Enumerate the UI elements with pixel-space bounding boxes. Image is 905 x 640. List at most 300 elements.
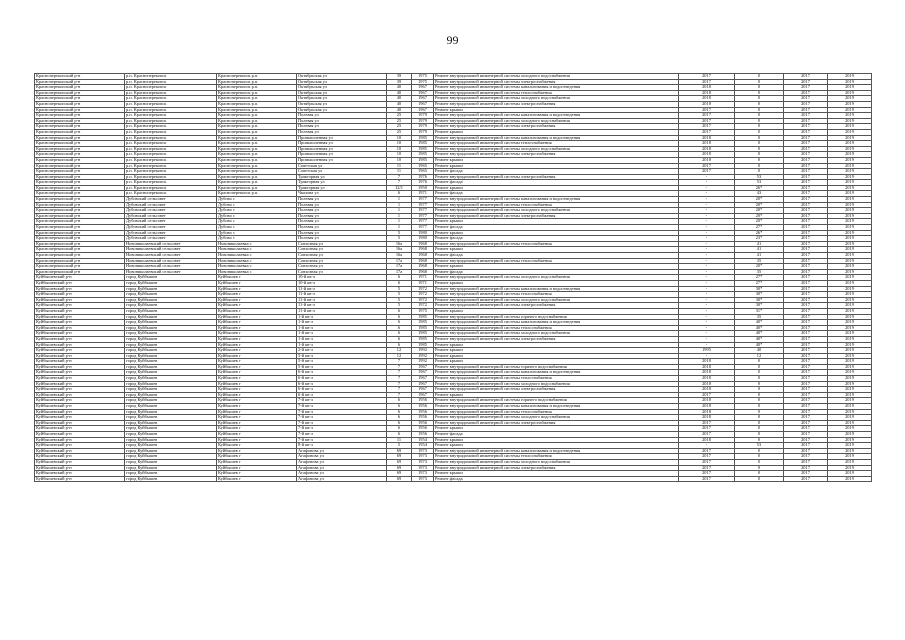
last-repair-year-cell: 2017 xyxy=(679,169,735,175)
municipality-cell: Новониколаевский сельсовет xyxy=(125,247,217,253)
settlement-cell: Куйбышев г xyxy=(217,459,297,465)
settlement-cell: Новониколаевка с xyxy=(217,264,297,270)
street-cell: Октябрьская ул xyxy=(297,96,387,102)
build-year-cell: 1992 xyxy=(412,359,434,365)
house-number-cell: 69 xyxy=(387,448,412,454)
wear-cell: 0 xyxy=(735,359,784,365)
start-year-cell: 2017 xyxy=(784,420,828,426)
street-cell: Октябрьская ул xyxy=(297,90,387,96)
last-repair-year-cell: - xyxy=(679,241,735,247)
work-type-cell: Ремонт внутридомовой инженерной системы канализования и водоотведения xyxy=(434,135,679,141)
end-year-cell: 2019 xyxy=(828,135,872,141)
street-cell: 7-й кв-л xyxy=(297,420,387,426)
build-year-cell: 1985 xyxy=(412,331,434,337)
district-cell: Красноперекопский р-н xyxy=(35,191,125,197)
house-number-cell: 6 xyxy=(387,420,412,426)
end-year-cell: 2019 xyxy=(828,174,872,180)
wear-cell: 0 xyxy=(735,471,784,477)
district-cell: Куйбышевский р-н xyxy=(35,280,125,286)
last-repair-year-cell: - xyxy=(679,180,735,186)
wear-cell: 30* xyxy=(735,286,784,292)
wear-cell: 27* xyxy=(735,280,784,286)
district-cell: Куйбышевский р-н xyxy=(35,404,125,410)
end-year-cell: 2019 xyxy=(828,437,872,443)
settlement-cell: Куйбышев г xyxy=(217,381,297,387)
district-cell: Куйбышевский р-н xyxy=(35,415,125,421)
municipality-cell: город Куйбышев xyxy=(125,297,217,303)
street-cell: 6-й кв-л xyxy=(297,387,387,393)
start-year-cell: 2017 xyxy=(784,74,828,80)
end-year-cell: 2019 xyxy=(828,197,872,203)
house-number-cell: 25 xyxy=(387,129,412,135)
wear-cell: 40* xyxy=(735,336,784,342)
last-repair-year-cell: 2018 xyxy=(679,404,735,410)
build-year-cell: 1968 xyxy=(412,247,434,253)
work-type-cell: Ремонт фасада xyxy=(434,236,679,242)
district-cell: Куйбышевский р-н xyxy=(35,437,125,443)
last-repair-year-cell: 2018 xyxy=(679,398,735,404)
settlement-cell: Красноперекопск р.п. xyxy=(217,191,297,197)
last-repair-year-cell: 2018 xyxy=(679,415,735,421)
wear-cell: 40* xyxy=(735,325,784,331)
settlement-cell: Красноперекопск р.п. xyxy=(217,124,297,130)
wear-cell: 27* xyxy=(735,275,784,281)
house-number-cell: 40 xyxy=(387,107,412,113)
start-year-cell: 2017 xyxy=(784,191,828,197)
last-repair-year-cell: - xyxy=(679,258,735,264)
wear-cell: 20* xyxy=(735,264,784,270)
house-number-cell: 5 xyxy=(387,230,412,236)
start-year-cell: 2017 xyxy=(784,241,828,247)
district-cell: Красноперекопский р-н xyxy=(35,219,125,225)
start-year-cell: 2017 xyxy=(784,297,828,303)
house-number-cell: 16а xyxy=(387,241,412,247)
house-number-cell: 7 xyxy=(387,370,412,376)
wear-cell: 0 xyxy=(735,141,784,147)
start-year-cell: 2017 xyxy=(784,180,828,186)
build-year-cell: 1971 xyxy=(412,280,434,286)
work-type-cell: Ремонт внутридомовой инженерной системы электроснабжения xyxy=(434,174,679,180)
last-repair-year-cell: - xyxy=(679,336,735,342)
build-year-cell: 1954 xyxy=(412,437,434,443)
work-type-cell: Ремонт крыши xyxy=(434,342,679,348)
municipality-cell: город Куйбышев xyxy=(125,381,217,387)
settlement-cell: Куйбышев г xyxy=(217,325,297,331)
start-year-cell: 2017 xyxy=(784,448,828,454)
street-cell: Агафонова ул xyxy=(297,454,387,460)
house-number-cell: 7 xyxy=(387,392,412,398)
last-repair-year-cell: 2018 xyxy=(679,370,735,376)
end-year-cell: 2019 xyxy=(828,163,872,169)
work-type-cell: Ремонт внутридомовой инженерной системы холодного водоснабжения xyxy=(434,459,679,465)
district-cell: Красноперекопский р-н xyxy=(35,213,125,219)
wear-cell: 0 xyxy=(735,426,784,432)
wear-cell: 0 xyxy=(735,398,784,404)
settlement-cell: Красноперекопск р.п. xyxy=(217,146,297,152)
wear-cell: 41 xyxy=(735,253,784,259)
district-cell: Куйбышевский р-н xyxy=(35,342,125,348)
municipality-cell: город Куйбышев xyxy=(125,398,217,404)
street-cell: 6-й кв-л xyxy=(297,370,387,376)
last-repair-year-cell: - xyxy=(679,280,735,286)
settlement-cell: Красноперекопск р.п. xyxy=(217,141,297,147)
house-number-cell: 7 xyxy=(387,359,412,365)
build-year-cell: 1980 xyxy=(412,230,434,236)
settlement-cell: Куйбышев г xyxy=(217,465,297,471)
work-type-cell: Ремонт фасада xyxy=(434,191,679,197)
street-cell: Полевая ул xyxy=(297,129,387,135)
district-cell: Красноперекопский р-н xyxy=(35,253,125,259)
start-year-cell: 2017 xyxy=(784,331,828,337)
wear-cell: 40 xyxy=(735,348,784,354)
work-type-cell: Ремонт внутридомовой инженерной системы горячего водоснабжения xyxy=(434,398,679,404)
settlement-cell: Куйбышев г xyxy=(217,314,297,320)
settlement-cell: Куйбышев г xyxy=(217,437,297,443)
last-repair-year-cell: 2018 xyxy=(679,364,735,370)
street-cell: Октябрьская ул xyxy=(297,74,387,80)
work-type-cell: Ремонт внутридомовой инженерной системы холодного водоснабжения xyxy=(434,74,679,80)
start-year-cell: 2017 xyxy=(784,465,828,471)
settlement-cell: Куйбышев г xyxy=(217,286,297,292)
build-year-cell: 1956 xyxy=(412,426,434,432)
settlement-cell: Куйбышев г xyxy=(217,432,297,438)
build-year-cell: 1968 xyxy=(412,269,434,275)
last-repair-year-cell: 2017 xyxy=(679,79,735,85)
street-cell: Чкалова ул xyxy=(297,191,387,197)
district-cell: Красноперекопский р-н xyxy=(35,197,125,203)
start-year-cell: 2017 xyxy=(784,387,828,393)
last-repair-year-cell: - xyxy=(679,230,735,236)
district-cell: Куйбышевский р-н xyxy=(35,476,125,482)
build-year-cell: 1956 xyxy=(412,420,434,426)
end-year-cell: 2019 xyxy=(828,303,872,309)
wear-cell: 0 xyxy=(735,364,784,370)
work-type-cell: Ремонт крыши xyxy=(434,437,679,443)
house-number-cell: 5 xyxy=(387,303,412,309)
house-number-cell: 10 xyxy=(387,141,412,147)
settlement-cell: Куйбышев г xyxy=(217,320,297,326)
last-repair-year-cell: - xyxy=(679,325,735,331)
street-cell: Октябрьская ул xyxy=(297,79,387,85)
end-year-cell: 2019 xyxy=(828,432,872,438)
build-year-cell: 1973 xyxy=(412,448,434,454)
wear-cell: 35 xyxy=(735,314,784,320)
wear-cell: 31* xyxy=(735,308,784,314)
municipality-cell: р.п. Красноперекопск xyxy=(125,118,217,124)
start-year-cell: 2017 xyxy=(784,342,828,348)
house-number-cell: 10 xyxy=(387,146,412,152)
end-year-cell: 2019 xyxy=(828,113,872,119)
settlement-cell: Красноперекопск р.п. xyxy=(217,180,297,186)
end-year-cell: 2019 xyxy=(828,141,872,147)
end-year-cell: 2019 xyxy=(828,225,872,231)
street-cell: 7-й кв-л xyxy=(297,404,387,410)
street-cell: Тракторная ул xyxy=(297,174,387,180)
end-year-cell: 2019 xyxy=(828,381,872,387)
house-number-cell: 12 xyxy=(387,348,412,354)
street-cell: Полевая ул xyxy=(297,213,387,219)
house-number-cell: 17а xyxy=(387,264,412,270)
end-year-cell: 2019 xyxy=(828,230,872,236)
build-year-cell: 1985 xyxy=(412,314,434,320)
municipality-cell: город Куйбышев xyxy=(125,471,217,477)
wear-cell: 0 xyxy=(735,381,784,387)
last-repair-year-cell: 2017 xyxy=(679,420,735,426)
district-cell: Куйбышевский р-н xyxy=(35,471,125,477)
street-cell: 6-й кв-л xyxy=(297,392,387,398)
municipality-cell: р.п. Красноперекопск xyxy=(125,129,217,135)
start-year-cell: 2017 xyxy=(784,314,828,320)
street-cell: Советская ул xyxy=(297,163,387,169)
work-type-cell: Ремонт крыши xyxy=(434,471,679,477)
end-year-cell: 2019 xyxy=(828,208,872,214)
municipality-cell: город Куйбышев xyxy=(125,342,217,348)
house-number-cell: 5 xyxy=(387,292,412,298)
last-repair-year-cell: 2018 xyxy=(679,96,735,102)
house-number-cell: 69 xyxy=(387,459,412,465)
start-year-cell: 2017 xyxy=(784,118,828,124)
work-type-cell: Ремонт внутридомовой инженерной системы холодного водоснабжения xyxy=(434,275,679,281)
end-year-cell: 2019 xyxy=(828,275,872,281)
work-type-cell: Ремонт внутридомовой инженерной системы канализования и водоотведения xyxy=(434,85,679,91)
end-year-cell: 2019 xyxy=(828,185,872,191)
work-type-cell: Ремонт внутридомовой инженерной системы электроснабжения xyxy=(434,152,679,158)
start-year-cell: 2017 xyxy=(784,286,828,292)
work-type-cell: Ремонт внутридомовой инженерной системы холодного водоснабжения xyxy=(434,415,679,421)
wear-cell: 0 xyxy=(735,157,784,163)
settlement-cell: Куйбышев г xyxy=(217,297,297,303)
work-type-cell: Ремонт внутридомовой инженерной системы электроснабжения xyxy=(434,336,679,342)
wear-cell: 0 xyxy=(735,124,784,130)
work-type-cell: Ремонт внутридомовой инженерной системы электроснабжения xyxy=(434,465,679,471)
work-type-cell: Ремонт внутридомовой инженерной системы канализования и водоотведения xyxy=(434,286,679,292)
house-number-cell: 17а xyxy=(387,269,412,275)
house-number-cell: 25 xyxy=(387,124,412,130)
last-repair-year-cell: - xyxy=(679,308,735,314)
district-cell: Куйбышевский р-н xyxy=(35,392,125,398)
end-year-cell: 2019 xyxy=(828,364,872,370)
build-year-cell: 1956 xyxy=(412,409,434,415)
house-number-cell: 69 xyxy=(387,471,412,477)
end-year-cell: 2019 xyxy=(828,370,872,376)
street-cell: Полевая ул xyxy=(297,225,387,231)
street-cell: Совхозная ул xyxy=(297,258,387,264)
build-year-cell: 1979 xyxy=(412,118,434,124)
street-cell: 1-й кв-л xyxy=(297,314,387,320)
settlement-cell: Куйбышев г xyxy=(217,471,297,477)
wear-cell: 0 xyxy=(735,169,784,175)
district-cell: Красноперекопский р-н xyxy=(35,129,125,135)
build-year-cell: 1975 xyxy=(412,308,434,314)
district-cell: Красноперекопский р-н xyxy=(35,107,125,113)
settlement-cell: Дубово с xyxy=(217,225,297,231)
district-cell: Красноперекопский р-н xyxy=(35,79,125,85)
build-year-cell: 1965 xyxy=(412,169,434,175)
last-repair-year-cell: 2017 xyxy=(679,129,735,135)
municipality-cell: город Куйбышев xyxy=(125,437,217,443)
wear-cell: 30* xyxy=(735,303,784,309)
house-number-cell: 1 xyxy=(387,213,412,219)
street-cell: 1-й кв-л xyxy=(297,325,387,331)
district-cell: Куйбышевский р-н xyxy=(35,286,125,292)
municipality-cell: город Куйбышев xyxy=(125,443,217,449)
settlement-cell: Дубово с xyxy=(217,219,297,225)
start-year-cell: 2017 xyxy=(784,353,828,359)
district-cell: Красноперекопский р-н xyxy=(35,90,125,96)
build-year-cell: 1985 xyxy=(412,325,434,331)
end-year-cell: 2019 xyxy=(828,415,872,421)
work-type-cell: Ремонт внутридомовой инженерной системы электроснабжения xyxy=(434,303,679,309)
build-year-cell: 1977 xyxy=(412,197,434,203)
start-year-cell: 2017 xyxy=(784,258,828,264)
build-year-cell: 1968 xyxy=(412,253,434,259)
work-type-cell: Ремонт внутридомовой инженерной системы горячего водоснабжения xyxy=(434,314,679,320)
settlement-cell: Куйбышев г xyxy=(217,476,297,482)
start-year-cell: 2017 xyxy=(784,376,828,382)
end-year-cell: 2019 xyxy=(828,202,872,208)
municipality-cell: Новониколаевский сельсовет xyxy=(125,264,217,270)
district-cell: Красноперекопский р-н xyxy=(35,146,125,152)
end-year-cell: 2019 xyxy=(828,353,872,359)
build-year-cell: 1971 xyxy=(412,275,434,281)
build-year-cell: 1973 xyxy=(412,465,434,471)
last-repair-year-cell: - xyxy=(679,197,735,203)
district-cell: Куйбышевский р-н xyxy=(35,325,125,331)
municipality-cell: Дубовский сельсовет xyxy=(125,225,217,231)
last-repair-year-cell: 2018 xyxy=(679,101,735,107)
end-year-cell: 2019 xyxy=(828,118,872,124)
municipality-cell: город Куйбышев xyxy=(125,353,217,359)
street-cell: Промышленная ул xyxy=(297,146,387,152)
build-year-cell: 1977 xyxy=(412,208,434,214)
last-repair-year-cell: 2018 xyxy=(679,157,735,163)
work-type-cell: Ремонт фасада xyxy=(434,432,679,438)
last-repair-year-cell: - xyxy=(679,225,735,231)
house-number-cell: 5 xyxy=(387,297,412,303)
settlement-cell: Красноперекопск р.п. xyxy=(217,113,297,119)
street-cell: 8-й кв-л xyxy=(297,443,387,449)
start-year-cell: 2017 xyxy=(784,280,828,286)
work-type-cell: Ремонт крыши xyxy=(434,163,679,169)
settlement-cell: Куйбышев г xyxy=(217,392,297,398)
settlement-cell: Дубово с xyxy=(217,208,297,214)
build-year-cell: 1972 xyxy=(412,286,434,292)
last-repair-year-cell: 1995 xyxy=(679,348,735,354)
last-repair-year-cell: 2017 xyxy=(679,448,735,454)
build-year-cell: 1976 xyxy=(412,180,434,186)
municipality-cell: р.п. Красноперекопск xyxy=(125,124,217,130)
last-repair-year-cell: 2017 xyxy=(679,113,735,119)
start-year-cell: 2017 xyxy=(784,415,828,421)
start-year-cell: 2017 xyxy=(784,169,828,175)
build-year-cell: 1972 xyxy=(412,297,434,303)
wear-cell: 35 xyxy=(735,269,784,275)
settlement-cell: Красноперекопск р.п. xyxy=(217,169,297,175)
district-cell: Куйбышевский р-н xyxy=(35,387,125,393)
build-year-cell: 1973 xyxy=(412,471,434,477)
build-year-cell: 1985 xyxy=(412,320,434,326)
start-year-cell: 2017 xyxy=(784,381,828,387)
start-year-cell: 2017 xyxy=(784,471,828,477)
house-number-cell: 39 xyxy=(387,74,412,80)
last-repair-year-cell: - xyxy=(679,297,735,303)
settlement-cell: Куйбышев г xyxy=(217,420,297,426)
build-year-cell: 1975 xyxy=(412,74,434,80)
last-repair-year-cell: 2017 xyxy=(679,459,735,465)
end-year-cell: 2019 xyxy=(828,247,872,253)
house-number-cell: 17а xyxy=(387,258,412,264)
start-year-cell: 2017 xyxy=(784,141,828,147)
build-year-cell: 1967 xyxy=(412,392,434,398)
wear-cell: 0 xyxy=(735,387,784,393)
district-cell: Красноперекопский р-н xyxy=(35,169,125,175)
build-year-cell: 1967 xyxy=(412,107,434,113)
municipality-cell: р.п. Красноперекопск xyxy=(125,180,217,186)
district-cell: Куйбышевский р-н xyxy=(35,432,125,438)
municipality-cell: Дубовский сельсовет xyxy=(125,202,217,208)
street-cell: 1-й кв-л xyxy=(297,320,387,326)
repair-program-table xyxy=(34,73,872,482)
wear-cell: 35 xyxy=(735,258,784,264)
district-cell: Куйбышевский р-н xyxy=(35,398,125,404)
build-year-cell: 1976 xyxy=(412,174,434,180)
work-type-cell: Ремонт внутридомовой инженерной системы холодного водоснабжения xyxy=(434,118,679,124)
end-year-cell: 2019 xyxy=(828,264,872,270)
start-year-cell: 2017 xyxy=(784,107,828,113)
district-cell: Красноперекопский р-н xyxy=(35,264,125,270)
build-year-cell: 1956 xyxy=(412,432,434,438)
settlement-cell: Куйбышев г xyxy=(217,454,297,460)
wear-cell: 23* xyxy=(735,236,784,242)
wear-cell: 0 xyxy=(735,146,784,152)
end-year-cell: 2019 xyxy=(828,280,872,286)
district-cell: Куйбышевский р-н xyxy=(35,426,125,432)
work-type-cell: Ремонт крыши xyxy=(434,157,679,163)
start-year-cell: 2017 xyxy=(784,85,828,91)
last-repair-year-cell: 2018 xyxy=(679,376,735,382)
house-number-cell: 6 xyxy=(387,308,412,314)
end-year-cell: 2019 xyxy=(828,90,872,96)
build-year-cell: 1973 xyxy=(412,476,434,482)
wear-cell: 40* xyxy=(735,342,784,348)
build-year-cell: 1968 xyxy=(412,241,434,247)
end-year-cell: 2019 xyxy=(828,292,872,298)
municipality-cell: город Куйбышев xyxy=(125,409,217,415)
last-repair-year-cell: 2018 xyxy=(679,437,735,443)
settlement-cell: Куйбышев г xyxy=(217,303,297,309)
house-number-cell: 6 xyxy=(387,280,412,286)
house-number-cell: 16а xyxy=(387,247,412,253)
settlement-cell: Дубово с xyxy=(217,236,297,242)
municipality-cell: город Куйбышев xyxy=(125,448,217,454)
work-type-cell: Ремонт крыши xyxy=(434,107,679,113)
start-year-cell: 2017 xyxy=(784,320,828,326)
settlement-cell: Куйбышев г xyxy=(217,443,297,449)
last-repair-year-cell: - xyxy=(679,185,735,191)
municipality-cell: Дубовский сельсовет xyxy=(125,236,217,242)
house-number-cell: 11 xyxy=(387,163,412,169)
last-repair-year-cell: 2017 xyxy=(679,392,735,398)
house-number-cell: 12 xyxy=(387,353,412,359)
start-year-cell: 2017 xyxy=(784,404,828,410)
build-year-cell: 1967 xyxy=(412,85,434,91)
last-repair-year-cell: - xyxy=(679,275,735,281)
end-year-cell: 2019 xyxy=(828,107,872,113)
work-type-cell: Ремонт внутридомовой инженерной системы канализования и водоотведения xyxy=(434,404,679,410)
wear-cell: 27* xyxy=(735,225,784,231)
work-type-cell: Ремонт крыши xyxy=(434,392,679,398)
municipality-cell: город Куйбышев xyxy=(125,280,217,286)
